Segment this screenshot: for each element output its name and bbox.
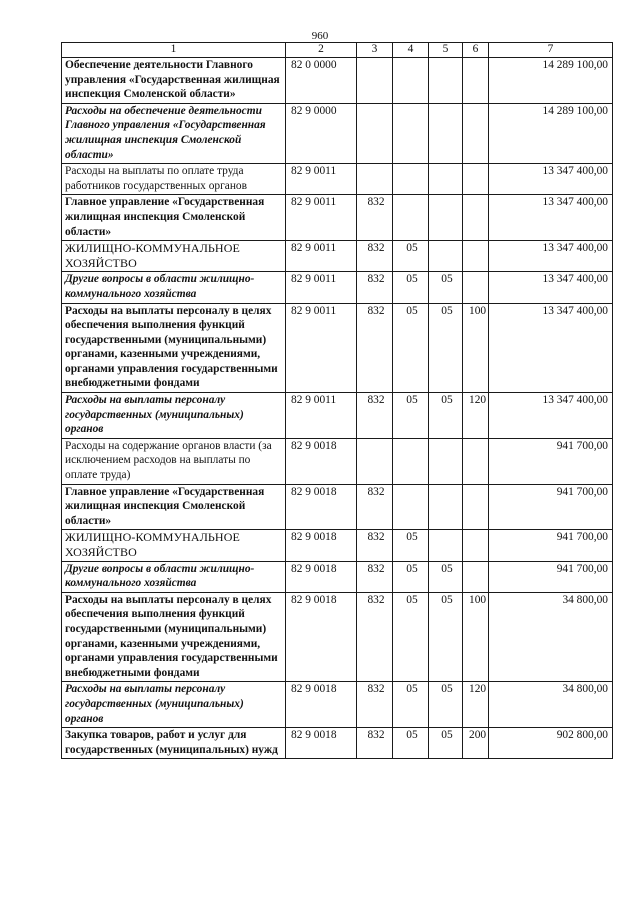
row-code-cell: 82 9 0018 bbox=[286, 592, 357, 682]
row-code-cell: 82 9 0018 bbox=[286, 682, 357, 728]
row-expense-type-cell: 100 bbox=[463, 303, 489, 393]
row-section-cell bbox=[393, 164, 429, 195]
row-amount-cell: 941 700,00 bbox=[489, 530, 613, 561]
row-code-cell: 82 9 0011 bbox=[286, 164, 357, 195]
table-row bbox=[62, 103, 613, 163]
row-name-cell: Расходы на обеспечение деятельности Главного управления «Государственная жилищная инспекция Смоленской области» bbox=[62, 103, 286, 163]
row-subsection-cell bbox=[429, 103, 463, 163]
row-amount-cell: 14 289 100,00 bbox=[489, 103, 613, 163]
header-cell-expense-type: 6 bbox=[463, 43, 489, 58]
row-manager-cell: 832 bbox=[357, 592, 393, 682]
row-expense-type-cell: 120 bbox=[463, 682, 489, 728]
row-code-cell: 82 9 0018 bbox=[286, 438, 357, 484]
row-section-cell: 05 bbox=[393, 241, 429, 272]
row-manager-cell: 832 bbox=[357, 530, 393, 561]
row-manager-cell: 832 bbox=[357, 272, 393, 303]
row-section-cell bbox=[393, 484, 429, 530]
row-manager-cell bbox=[357, 58, 393, 104]
table-row bbox=[62, 592, 613, 682]
row-section-cell bbox=[393, 195, 429, 241]
row-amount-cell: 13 347 400,00 bbox=[489, 393, 613, 439]
row-subsection-cell bbox=[429, 164, 463, 195]
row-name-cell: Главное управление «Государственная жилищная инспекция Смоленской области» bbox=[62, 195, 286, 241]
table-row bbox=[62, 272, 613, 303]
row-expense-type-cell bbox=[463, 561, 489, 592]
row-name-cell: Другие вопросы в области жилищно-коммунального хозяйства bbox=[62, 561, 286, 592]
row-code-cell: 82 9 0011 bbox=[286, 241, 357, 272]
row-amount-cell: 941 700,00 bbox=[489, 438, 613, 484]
row-name-cell: ЖИЛИЩНО-КОММУНАЛЬНОЕ ХОЗЯЙСТВО bbox=[62, 241, 286, 272]
row-subsection-cell: 05 bbox=[429, 272, 463, 303]
table-row bbox=[62, 164, 613, 195]
row-name-cell: Закупка товаров, работ и услуг для государственных (муниципальных) нужд bbox=[62, 728, 286, 759]
row-code-cell: 82 9 0011 bbox=[286, 195, 357, 241]
row-manager-cell bbox=[357, 438, 393, 484]
row-expense-type-cell: 100 bbox=[463, 592, 489, 682]
row-code-cell: 82 9 0018 bbox=[286, 561, 357, 592]
row-section-cell: 05 bbox=[393, 530, 429, 561]
table-row bbox=[62, 561, 613, 592]
row-subsection-cell: 05 bbox=[429, 592, 463, 682]
row-subsection-cell: 05 bbox=[429, 728, 463, 759]
table-row bbox=[62, 438, 613, 484]
row-amount-cell: 13 347 400,00 bbox=[489, 164, 613, 195]
table-row bbox=[62, 58, 613, 104]
row-section-cell: 05 bbox=[393, 272, 429, 303]
row-subsection-cell bbox=[429, 58, 463, 104]
header-cell-manager: 3 bbox=[357, 43, 393, 58]
table-row bbox=[62, 530, 613, 561]
row-section-cell: 05 bbox=[393, 561, 429, 592]
row-section-cell bbox=[393, 438, 429, 484]
row-manager-cell: 832 bbox=[357, 484, 393, 530]
row-name-cell: ЖИЛИЩНО-КОММУНАЛЬНОЕ ХОЗЯЙСТВО bbox=[62, 530, 286, 561]
row-manager-cell bbox=[357, 164, 393, 195]
table-row bbox=[62, 195, 613, 241]
row-subsection-cell: 05 bbox=[429, 561, 463, 592]
row-manager-cell: 832 bbox=[357, 393, 393, 439]
row-amount-cell: 941 700,00 bbox=[489, 484, 613, 530]
row-name-cell: Расходы на выплаты персоналу государственных (муниципальных) органов bbox=[62, 393, 286, 439]
row-code-cell: 82 9 0011 bbox=[286, 272, 357, 303]
row-manager-cell: 832 bbox=[357, 303, 393, 393]
row-expense-type-cell bbox=[463, 164, 489, 195]
row-manager-cell bbox=[357, 103, 393, 163]
row-expense-type-cell: 120 bbox=[463, 393, 489, 439]
row-subsection-cell bbox=[429, 484, 463, 530]
table-row bbox=[62, 682, 613, 728]
table-row bbox=[62, 303, 613, 393]
row-manager-cell: 832 bbox=[357, 195, 393, 241]
header-cell-code: 2 bbox=[286, 43, 357, 58]
row-subsection-cell: 05 bbox=[429, 682, 463, 728]
row-subsection-cell: 05 bbox=[429, 393, 463, 439]
row-expense-type-cell bbox=[463, 530, 489, 561]
row-code-cell: 82 0 0000 bbox=[286, 58, 357, 104]
row-code-cell: 82 9 0018 bbox=[286, 484, 357, 530]
row-expense-type-cell bbox=[463, 438, 489, 484]
row-expense-type-cell bbox=[463, 484, 489, 530]
row-amount-cell: 13 347 400,00 bbox=[489, 303, 613, 393]
table-row bbox=[62, 241, 613, 272]
header-cell-name: 1 bbox=[62, 43, 286, 58]
row-section-cell bbox=[393, 103, 429, 163]
row-amount-cell: 34 800,00 bbox=[489, 592, 613, 682]
row-name-cell: Расходы на выплаты по оплате труда работников государственных органов bbox=[62, 164, 286, 195]
row-code-cell: 82 9 0018 bbox=[286, 530, 357, 561]
header-cell-amount: 7 bbox=[489, 43, 613, 58]
row-name-cell: Главное управление «Государственная жилищная инспекция Смоленской области» bbox=[62, 484, 286, 530]
row-section-cell: 05 bbox=[393, 728, 429, 759]
row-amount-cell: 13 347 400,00 bbox=[489, 195, 613, 241]
table-row bbox=[62, 393, 613, 439]
row-name-cell: Другие вопросы в области жилищно-коммунального хозяйства bbox=[62, 272, 286, 303]
row-code-cell: 82 9 0018 bbox=[286, 728, 357, 759]
row-subsection-cell bbox=[429, 438, 463, 484]
row-amount-cell: 902 800,00 bbox=[489, 728, 613, 759]
row-subsection-cell bbox=[429, 530, 463, 561]
row-amount-cell: 34 800,00 bbox=[489, 682, 613, 728]
row-expense-type-cell bbox=[463, 241, 489, 272]
row-expense-type-cell bbox=[463, 58, 489, 104]
row-expense-type-cell bbox=[463, 272, 489, 303]
row-amount-cell: 13 347 400,00 bbox=[489, 272, 613, 303]
row-amount-cell: 14 289 100,00 bbox=[489, 58, 613, 104]
row-amount-cell: 13 347 400,00 bbox=[489, 241, 613, 272]
row-subsection-cell bbox=[429, 241, 463, 272]
row-name-cell: Расходы на содержание органов власти (за исключением расходов на выплаты по оплате труда) bbox=[62, 438, 286, 484]
row-expense-type-cell bbox=[463, 195, 489, 241]
row-amount-cell: 941 700,00 bbox=[489, 561, 613, 592]
row-expense-type-cell bbox=[463, 103, 489, 163]
row-section-cell: 05 bbox=[393, 393, 429, 439]
header-cell-subsection: 5 bbox=[429, 43, 463, 58]
row-code-cell: 82 9 0011 bbox=[286, 303, 357, 393]
row-section-cell: 05 bbox=[393, 592, 429, 682]
row-name-cell: Расходы на выплаты персоналу государственных (муниципальных) органов bbox=[62, 682, 286, 728]
table-row bbox=[62, 728, 613, 759]
row-code-cell: 82 9 0011 bbox=[286, 393, 357, 439]
row-section-cell bbox=[393, 58, 429, 104]
budget-table bbox=[61, 42, 613, 759]
row-code-cell: 82 9 0000 bbox=[286, 103, 357, 163]
row-manager-cell: 832 bbox=[357, 561, 393, 592]
row-manager-cell: 832 bbox=[357, 728, 393, 759]
table-header-row bbox=[62, 43, 613, 58]
row-section-cell: 05 bbox=[393, 303, 429, 393]
row-section-cell: 05 bbox=[393, 682, 429, 728]
row-manager-cell: 832 bbox=[357, 682, 393, 728]
page-number: 960 bbox=[311, 30, 329, 42]
row-subsection-cell: 05 bbox=[429, 303, 463, 393]
row-name-cell: Расходы на выплаты персоналу в целях обеспечения выполнения функций государственными (муниципальными) органами, казенными учреждениями, органами управления государственными внебюджетными фондами bbox=[62, 592, 286, 682]
header-cell-section: 4 bbox=[393, 43, 429, 58]
table-row bbox=[62, 484, 613, 530]
row-expense-type-cell: 200 bbox=[463, 728, 489, 759]
row-name-cell: Расходы на выплаты персоналу в целях обеспечения выполнения функций государственными (муниципальными) органами, казенными учреждениями, органами управления государственными внебюджетными фондами bbox=[62, 303, 286, 393]
row-manager-cell: 832 bbox=[357, 241, 393, 272]
row-subsection-cell bbox=[429, 195, 463, 241]
row-name-cell: Обеспечение деятельности Главного управления «Государственная жилищная инспекция Смоленской области» bbox=[62, 58, 286, 104]
table-body bbox=[62, 58, 613, 759]
